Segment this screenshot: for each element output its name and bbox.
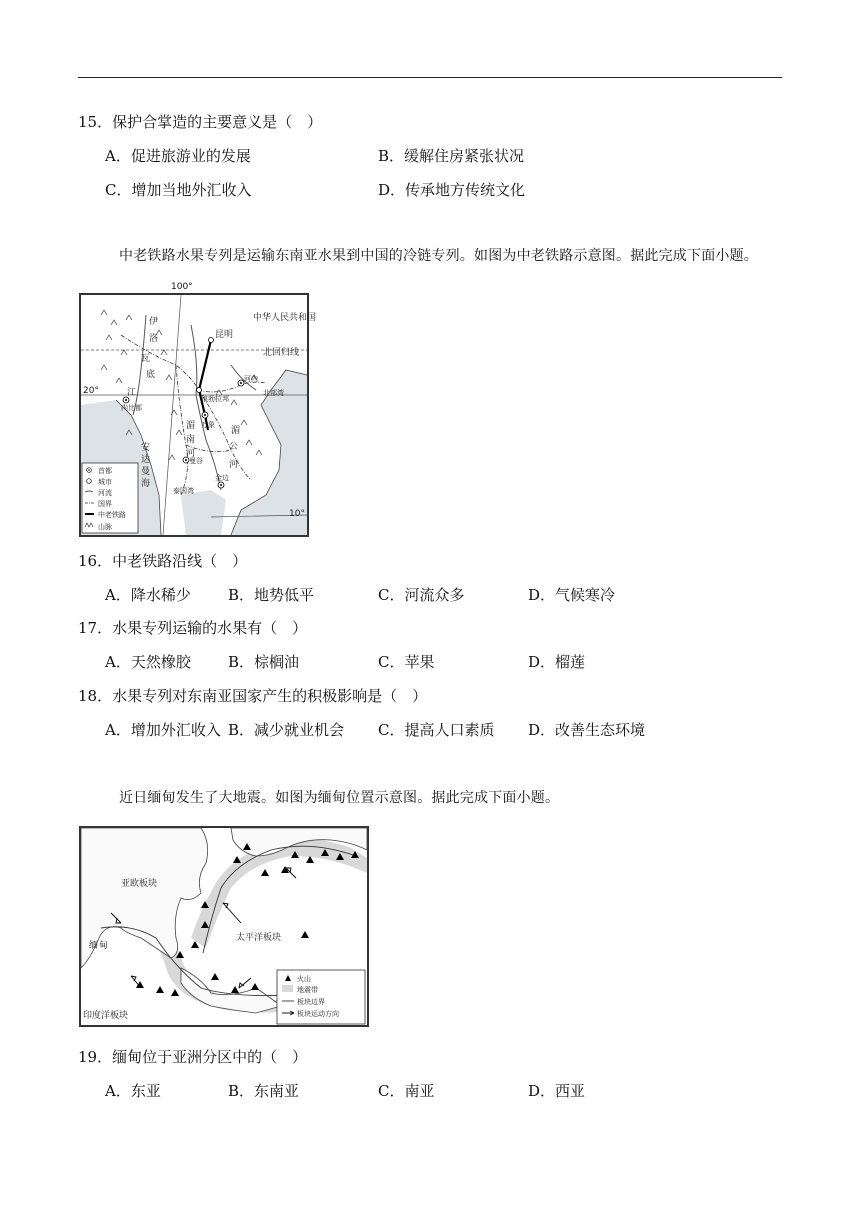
map2-eurasia-label: 亚欧板块 — [121, 879, 158, 889]
q15-option-c: C．增加当地外汇收入 — [105, 181, 252, 199]
map1-mekong2-1: 湄 — [231, 426, 241, 436]
map1-hanoi-label: 河内 — [244, 375, 258, 383]
map1-vientiane-label: 万象 — [201, 421, 215, 429]
map1-andaman-1: 安 — [141, 443, 151, 453]
map1-andaman-3: 曼 — [141, 467, 151, 477]
map1-naypyidaw-label: 内比都 — [121, 404, 142, 412]
map1-legend-railway: 中老铁路 — [98, 511, 126, 519]
q19-option-c: C．南亚 — [378, 1082, 435, 1100]
question-16-stem: 16．中老铁路沿线（ ） — [78, 552, 248, 570]
q19-option-d: D．西亚 — [528, 1082, 586, 1100]
map2-indian-label: 印度洋板块 — [83, 1011, 129, 1021]
map1-legend-river: 河流 — [98, 489, 112, 497]
map1-lat10-label: 10° — [289, 509, 305, 519]
map2-legend-boundary: 板块边界 — [297, 998, 325, 1006]
map1-luang-label: 琅勃拉邦 — [201, 395, 229, 403]
map1-gulf-label: 泰国湾 — [173, 487, 194, 495]
map1-bangkok-label: 曼谷 — [189, 457, 203, 465]
map1-mekong-1: 湄 — [186, 421, 196, 431]
map2-legend-motion: 板块运动方向 — [297, 1010, 339, 1018]
q16-option-b: B．地势低平 — [228, 586, 315, 604]
q19-option-b: B．东南亚 — [228, 1082, 300, 1100]
map1-yiluo-4: 底 — [146, 370, 156, 380]
map2-myanmar-1: 缅 — [89, 941, 99, 951]
map1-legend-mountain: 山脉 — [98, 523, 112, 531]
map1-yiluo-5: 江 — [127, 388, 137, 398]
q18-option-d: D．改善生态环境 — [528, 721, 646, 739]
map1-andaman-4: 海 — [141, 479, 151, 489]
q16-option-a: A．降水稀少 — [105, 586, 191, 604]
map2-pacific-label: 太平洋板块 — [236, 933, 282, 943]
map2-legend-volcano: 火山 — [297, 975, 311, 983]
q15-option-d: D．传承地方传统文化 — [378, 181, 526, 199]
map1-mekong-2: 南 — [186, 435, 196, 445]
map2-myanmar-2: 甸 — [99, 941, 109, 951]
map1-yiluo-3: 瓦 — [141, 354, 151, 364]
map1-andaman-2: 达 — [141, 455, 151, 465]
map1-mekong2-2: 公 — [229, 442, 239, 452]
question-17-stem: 17．水果专列运输的水果有（ ） — [78, 619, 308, 637]
map1-lat20-label: 20° — [83, 386, 99, 396]
map1-legend-border: 国界 — [98, 500, 112, 508]
q19-option-a: A．东亚 — [105, 1082, 161, 1100]
q17-option-d: D．榴莲 — [528, 653, 586, 671]
q18-option-c: C．提高人口素质 — [378, 721, 495, 739]
map1-country-label: 中华人民共和国 — [253, 313, 317, 323]
map1-phnom-label: 金边 — [215, 474, 229, 482]
q17-option-b: B．棕榈油 — [228, 653, 300, 671]
q16-option-d: D．气候寒冷 — [528, 586, 616, 604]
question-19-stem: 19．缅甸位于亚洲分区中的（ ） — [78, 1048, 308, 1066]
map1-kunming-label: 昆明 — [215, 330, 234, 340]
question-18-stem: 18．水果专列对东南亚国家产生的积极影响是（ ） — [78, 687, 428, 705]
header-rule — [78, 77, 782, 78]
q15-option-a: A．促进旅游业的发展 — [105, 147, 251, 165]
question-15-stem: 15．保护合掌造的主要意义是（ ） — [78, 113, 323, 131]
map1-yiluo-2: 洛 — [149, 334, 159, 344]
q18-option-b: B．减少就业机会 — [228, 721, 345, 739]
myanmar-location-map — [79, 826, 369, 1027]
map2-legend-seismic: 地震带 — [297, 986, 318, 994]
q16-option-c: C．河流众多 — [378, 586, 465, 604]
map1-mekong2-3: 河 — [229, 460, 239, 470]
map1-lon-label: 100° — [171, 282, 193, 292]
map1-tropic-label: 北回归线 — [263, 348, 300, 358]
map1-legend-city: 城市 — [98, 478, 112, 486]
q15-option-b: B．缓解住房紧张状况 — [378, 147, 525, 165]
china-laos-railway-map — [79, 293, 317, 537]
map1-legend-capital: 首都 — [98, 467, 112, 475]
q17-option-c: C．苹果 — [378, 653, 435, 671]
map1-yiluo-1: 伊 — [149, 317, 159, 327]
material-intro-2: 近日缅甸发生了大地震。如图为缅甸位置示意图。据此完成下面小题。 — [119, 790, 560, 806]
material-intro-1: 中老铁路水果专列是运输东南亚水果到中国的冷链专列。如图为中老铁路示意图。据此完成下面小题。 — [119, 248, 758, 264]
q18-option-a: A．增加外汇收入 — [105, 721, 221, 739]
map1-mekong-3: 河 — [186, 449, 196, 459]
map1-beibu-label: 北部湾 — [263, 389, 284, 397]
q17-option-a: A．天然橡胶 — [105, 653, 191, 671]
